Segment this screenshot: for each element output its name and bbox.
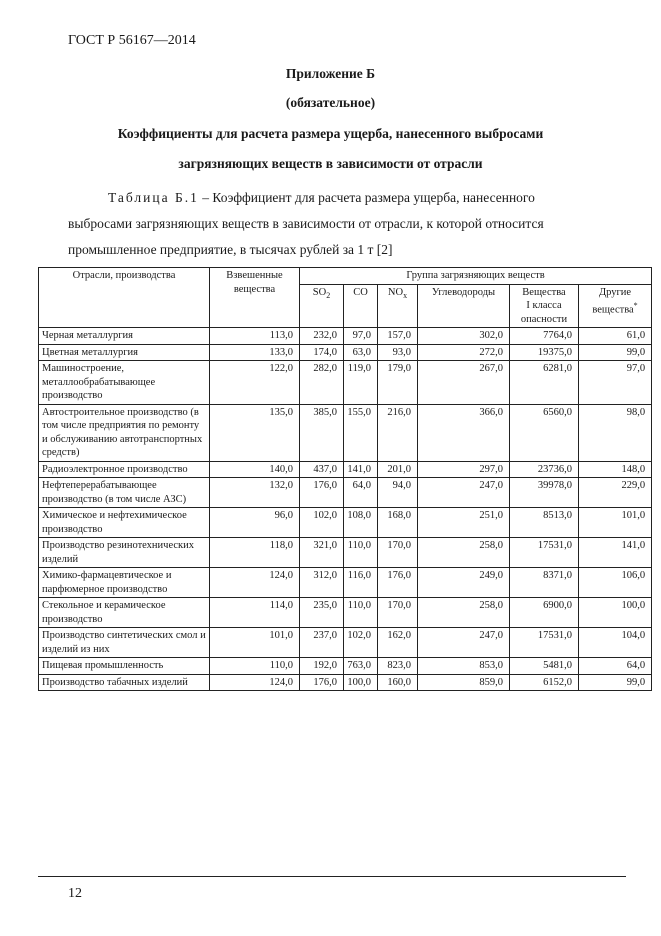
cell-other: 99,0 <box>579 344 652 361</box>
cell-co: 116,0 <box>344 568 378 598</box>
header-pollutant-group: Группа загрязняющих веществ <box>300 268 652 285</box>
table-row <box>39 344 652 361</box>
cell-suspended: 113,0 <box>210 328 300 345</box>
header-suspended-line1: Взвешенные <box>226 270 283 281</box>
cell-other: 101,0 <box>579 508 652 538</box>
cell-nox: 162,0 <box>378 628 418 658</box>
cell-industry: Производство табачных изделий <box>39 674 210 691</box>
cell-nox: 160,0 <box>378 674 418 691</box>
cell-class1: 23736,0 <box>510 461 579 478</box>
cell-co: 763,0 <box>344 658 378 675</box>
cell-co: 97,0 <box>344 328 378 345</box>
cell-co: 102,0 <box>344 628 378 658</box>
table-row <box>39 658 652 675</box>
cell-class1: 39978,0 <box>510 478 579 508</box>
caption-label: Таблица Б.1 <box>108 190 199 205</box>
cell-suspended: 101,0 <box>210 628 300 658</box>
cell-suspended: 122,0 <box>210 361 300 405</box>
cell-other: 106,0 <box>579 568 652 598</box>
cell-hydrocarbons: 272,0 <box>418 344 510 361</box>
cell-nox: 157,0 <box>378 328 418 345</box>
cell-suspended: 132,0 <box>210 478 300 508</box>
cell-suspended: 110,0 <box>210 658 300 675</box>
cell-other: 229,0 <box>579 478 652 508</box>
cell-other: 148,0 <box>579 461 652 478</box>
cell-suspended: 124,0 <box>210 568 300 598</box>
cell-class1: 5481,0 <box>510 658 579 675</box>
cell-co: 108,0 <box>344 508 378 538</box>
cell-other: 97,0 <box>579 361 652 405</box>
cell-nox: 216,0 <box>378 404 418 461</box>
footer-rule <box>38 876 626 877</box>
header-hydrocarbons: Углеводороды <box>418 284 510 328</box>
cell-so2: 235,0 <box>300 598 344 628</box>
cell-co: 100,0 <box>344 674 378 691</box>
cell-suspended: 124,0 <box>210 674 300 691</box>
cell-hydrocarbons: 247,0 <box>418 478 510 508</box>
cell-other: 64,0 <box>579 658 652 675</box>
cell-co: 141,0 <box>344 461 378 478</box>
cell-hydrocarbons: 258,0 <box>418 538 510 568</box>
cell-so2: 176,0 <box>300 478 344 508</box>
cell-co: 110,0 <box>344 538 378 568</box>
cell-hydrocarbons: 249,0 <box>418 568 510 598</box>
cell-suspended: 118,0 <box>210 538 300 568</box>
cell-suspended: 114,0 <box>210 598 300 628</box>
cell-industry: Производство резинотехнических изделий <box>39 538 210 568</box>
cell-class1: 8371,0 <box>510 568 579 598</box>
header-other: Другие вещества* <box>579 284 652 328</box>
cell-nox: 179,0 <box>378 361 418 405</box>
cell-nox: 823,0 <box>378 658 418 675</box>
cell-other: 61,0 <box>579 328 652 345</box>
cell-so2: 321,0 <box>300 538 344 568</box>
table-row <box>39 568 652 598</box>
cell-so2: 232,0 <box>300 328 344 345</box>
cell-other: 99,0 <box>579 674 652 691</box>
cell-so2: 312,0 <box>300 568 344 598</box>
header-suspended-line2: вещества <box>233 283 276 295</box>
header-class1: Вещества I класса опасности <box>510 284 579 328</box>
cell-hydrocarbons: 366,0 <box>418 404 510 461</box>
table-row <box>39 461 652 478</box>
table-row <box>39 478 652 508</box>
page-number: 12 <box>68 886 82 901</box>
cell-class1: 17531,0 <box>510 538 579 568</box>
table-row <box>39 508 652 538</box>
cell-other: 141,0 <box>579 538 652 568</box>
cell-class1: 6900,0 <box>510 598 579 628</box>
cell-class1: 6152,0 <box>510 674 579 691</box>
cell-class1: 19375,0 <box>510 344 579 361</box>
cell-nox: 168,0 <box>378 508 418 538</box>
cell-industry: Химическое и нефтехимическое производство <box>39 508 210 538</box>
cell-industry: Стекольное и керамическое производство <box>39 598 210 628</box>
cell-nox: 176,0 <box>378 568 418 598</box>
table-row <box>39 598 652 628</box>
table-row <box>39 404 652 461</box>
caption-line3: промышленное предприятие, в тысячах рублей за 1 т [2] <box>68 242 393 257</box>
cell-industry: Производство синтетических смол и изделий из них <box>39 628 210 658</box>
cell-so2: 237,0 <box>300 628 344 658</box>
appendix-title: Приложение Б <box>285 66 376 81</box>
cell-class1: 17531,0 <box>510 628 579 658</box>
appendix-status: (обязательное) <box>285 95 376 110</box>
cell-industry: Черная металлургия <box>39 328 210 345</box>
cell-co: 64,0 <box>344 478 378 508</box>
cell-hydrocarbons: 297,0 <box>418 461 510 478</box>
cell-co: 63,0 <box>344 344 378 361</box>
cell-hydrocarbons: 258,0 <box>418 598 510 628</box>
cell-suspended: 140,0 <box>210 461 300 478</box>
cell-so2: 385,0 <box>300 404 344 461</box>
cell-industry: Химико-фармацевтическое и парфюмерное производство <box>39 568 210 598</box>
cell-class1: 6560,0 <box>510 404 579 461</box>
cell-hydrocarbons: 251,0 <box>418 508 510 538</box>
cell-co: 110,0 <box>344 598 378 628</box>
table-caption <box>68 185 628 263</box>
cell-hydrocarbons: 859,0 <box>418 674 510 691</box>
cell-nox: 94,0 <box>378 478 418 508</box>
cell-suspended: 135,0 <box>210 404 300 461</box>
cell-industry: Нефтеперерабатывающее производство (в том числе АЗС) <box>39 478 210 508</box>
cell-so2: 282,0 <box>300 361 344 405</box>
cell-other: 98,0 <box>579 404 652 461</box>
cell-co: 155,0 <box>344 404 378 461</box>
cell-industry: Пищевая промышленность <box>39 658 210 675</box>
appendix-heading-line1: Коэффициенты для расчета размера ущерба, нанесенного выбросами <box>117 126 544 141</box>
cell-nox: 170,0 <box>378 598 418 628</box>
document-id: ГОСТ Р 56167—2014 <box>68 33 196 48</box>
cell-nox: 93,0 <box>378 344 418 361</box>
table-row <box>39 328 652 345</box>
header-suspended <box>210 268 300 328</box>
cell-other: 104,0 <box>579 628 652 658</box>
cell-hydrocarbons: 247,0 <box>418 628 510 658</box>
table-row <box>39 361 652 405</box>
cell-class1: 7764,0 <box>510 328 579 345</box>
table-row <box>39 628 652 658</box>
cell-so2: 437,0 <box>300 461 344 478</box>
caption-line1 <box>68 185 628 211</box>
cell-nox: 170,0 <box>378 538 418 568</box>
cell-hydrocarbons: 267,0 <box>418 361 510 405</box>
cell-so2: 174,0 <box>300 344 344 361</box>
damage-coefficients-table <box>38 267 652 691</box>
cell-industry: Радиоэлектронное производство <box>39 461 210 478</box>
caption-line2: выбросами загрязняющих веществ в зависимости от отрасли, к которой относится <box>68 216 544 231</box>
cell-hydrocarbons: 853,0 <box>418 658 510 675</box>
table-row <box>39 674 652 691</box>
header-co: CO <box>344 284 378 328</box>
cell-so2: 102,0 <box>300 508 344 538</box>
header-industry: Отрасли, производства <box>39 268 210 328</box>
cell-other: 100,0 <box>579 598 652 628</box>
cell-class1: 6281,0 <box>510 361 579 405</box>
cell-industry: Машиностроение, металлообрабатывающее производство <box>39 361 210 405</box>
cell-industry: Автостроительное производство (в том числе предприятия по ремонту и обслуживанию автотранспортных средств) <box>39 404 210 461</box>
cell-suspended: 96,0 <box>210 508 300 538</box>
appendix-heading-line2: загрязняющих веществ в зависимости от отрасли <box>178 156 483 171</box>
header-nox: $NO_x$ <box>378 284 418 328</box>
cell-so2: 192,0 <box>300 658 344 675</box>
cell-nox: 201,0 <box>378 461 418 478</box>
caption-line1-text: – Коэффициент для расчета размера ущерба, нанесенного <box>198 190 535 205</box>
cell-suspended: 133,0 <box>210 344 300 361</box>
cell-so2: 176,0 <box>300 674 344 691</box>
header-so2: $SO_2$ <box>300 284 344 328</box>
table-row <box>39 538 652 568</box>
cell-industry: Цветная металлургия <box>39 344 210 361</box>
cell-co: 119,0 <box>344 361 378 405</box>
cell-class1: 8513,0 <box>510 508 579 538</box>
cell-hydrocarbons: 302,0 <box>418 328 510 345</box>
